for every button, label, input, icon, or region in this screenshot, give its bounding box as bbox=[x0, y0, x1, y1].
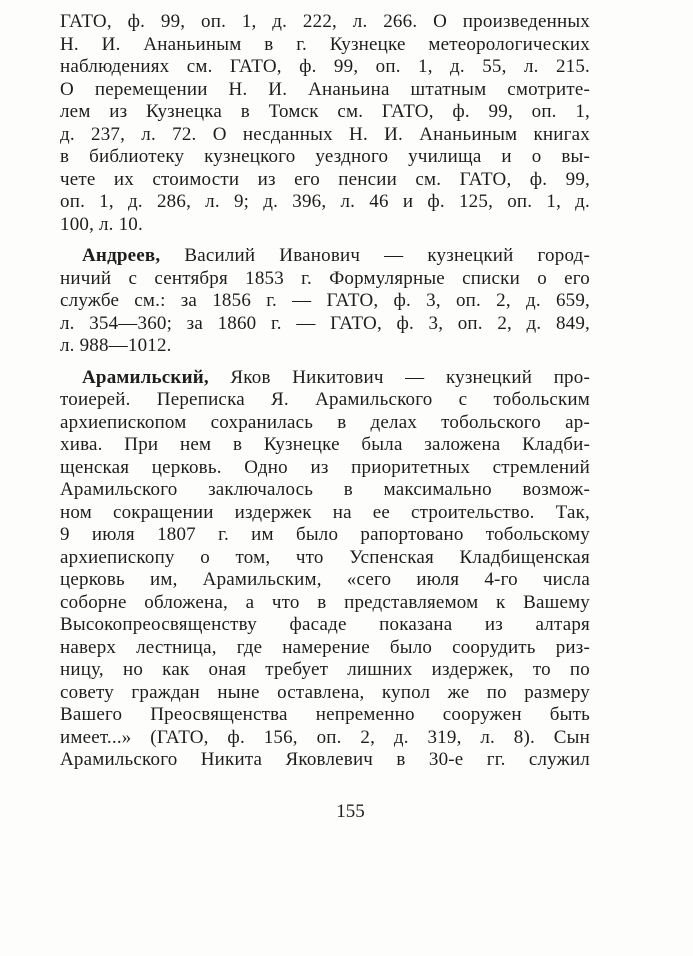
text-line: чете их стоимости из его пенсии см. ГАТО, ф. 99, bbox=[60, 168, 590, 190]
text-line: совету граждан ныне оставлена, купол же по размеру bbox=[60, 681, 590, 703]
text-line: Высокопреосвященству фасаде показана из алтаря bbox=[60, 614, 590, 635]
text-line: архиепископу о том, что Успенская Кладбищенская bbox=[60, 546, 590, 568]
entry-heading-rest: Яков Никитович — кузнецкий про- bbox=[208, 366, 590, 388]
text-line: тоиерей. Переписка Я. Арамильского с тобольским bbox=[60, 389, 590, 410]
paragraph-andreev bbox=[60, 245, 590, 358]
text-line: хива. При нем в Кузнецке была заложена Кладби- bbox=[60, 434, 590, 455]
text-line: архиепископом сохранилась в делах тобольского ар- bbox=[60, 411, 590, 433]
text-line: имеет...» (ГАТО, ф. 156, оп. 2, д. 319, л. 8). Сын bbox=[60, 726, 590, 748]
text-line: соборне обложена, а что в представляемом к Вашему bbox=[60, 591, 590, 613]
text-line: Вашего Преосвященства непременно сооружен быть bbox=[60, 704, 590, 725]
text-line bbox=[60, 245, 590, 268]
text-line: ГАТО, ф. 99, оп. 1, д. 222, л. 266. О произведенных bbox=[60, 11, 590, 32]
paragraph-ananin-continuation bbox=[60, 11, 590, 236]
text-line: наверх лестница, где намерение было соорудить риз- bbox=[60, 636, 590, 658]
paragraph-gap bbox=[60, 236, 590, 245]
text-line: Н. И. Ананьиным в г. Кузнецке метеорологических bbox=[60, 33, 590, 55]
text-line: щенская церковь. Одно из приоритетных стремлений bbox=[60, 456, 590, 478]
text-line: церковь им, Арамильским, «сего июля 4-го числа bbox=[60, 569, 590, 590]
entry-heading-name: Арамильский, bbox=[82, 366, 209, 388]
text-line: ницу, но как оная требует лишних издержек, то по bbox=[60, 659, 590, 680]
page-body bbox=[60, 11, 590, 772]
text-line: 100, л. 10. bbox=[60, 213, 143, 235]
page-number: 155 bbox=[336, 801, 365, 822]
text-line: 9 июля 1807 г. им было рапортовано тобольскому bbox=[60, 524, 590, 545]
text-line: ном сокращении издержек на ее строительство. Так, bbox=[60, 501, 590, 523]
text-line: в библиотеку кузнецкого уездного училища и о вы- bbox=[60, 146, 590, 167]
text-line bbox=[60, 367, 590, 390]
text-line: лем из Кузнецка в Томск см. ГАТО, ф. 99, оп. 1, bbox=[60, 101, 590, 122]
text-line: л. 354—360; за 1860 г. — ГАТО, ф. 3, оп. 2, д. 849, bbox=[60, 312, 590, 334]
text-line: Арамильского заключалось в максимально возмож- bbox=[60, 479, 590, 500]
text-line: О перемещении Н. И. Ананьина штатным смотрите- bbox=[60, 78, 590, 100]
text-line: Арамильского Никита Яковлевич в 30-е гг. служил bbox=[60, 749, 590, 770]
entry-heading-rest: Василий Иванович — кузнецкий город- bbox=[160, 245, 590, 266]
text-line: службе см.: за 1856 г. — ГАТО, ф. 3, оп. 2, д. 659, bbox=[60, 290, 590, 311]
text-line: оп. 1, д. 286, л. 9; д. 396, л. 46 и ф. 125, оп. 1, д. bbox=[60, 191, 590, 212]
text-line: л. 988—1012. bbox=[60, 335, 172, 356]
text-line: наблюдениях см. ГАТО, ф. 99, оп. 1, д. 55, л. 215. bbox=[60, 56, 590, 77]
paragraph-aramilsky bbox=[60, 367, 590, 772]
paragraph-gap bbox=[60, 358, 590, 367]
text-line: ничий с сентября 1853 г. Формулярные списки о его bbox=[60, 267, 590, 289]
text-line: д. 237, л. 72. О несданных Н. И. Ананьиным книгах bbox=[60, 123, 590, 145]
entry-heading-name: Андреев, bbox=[82, 245, 161, 266]
